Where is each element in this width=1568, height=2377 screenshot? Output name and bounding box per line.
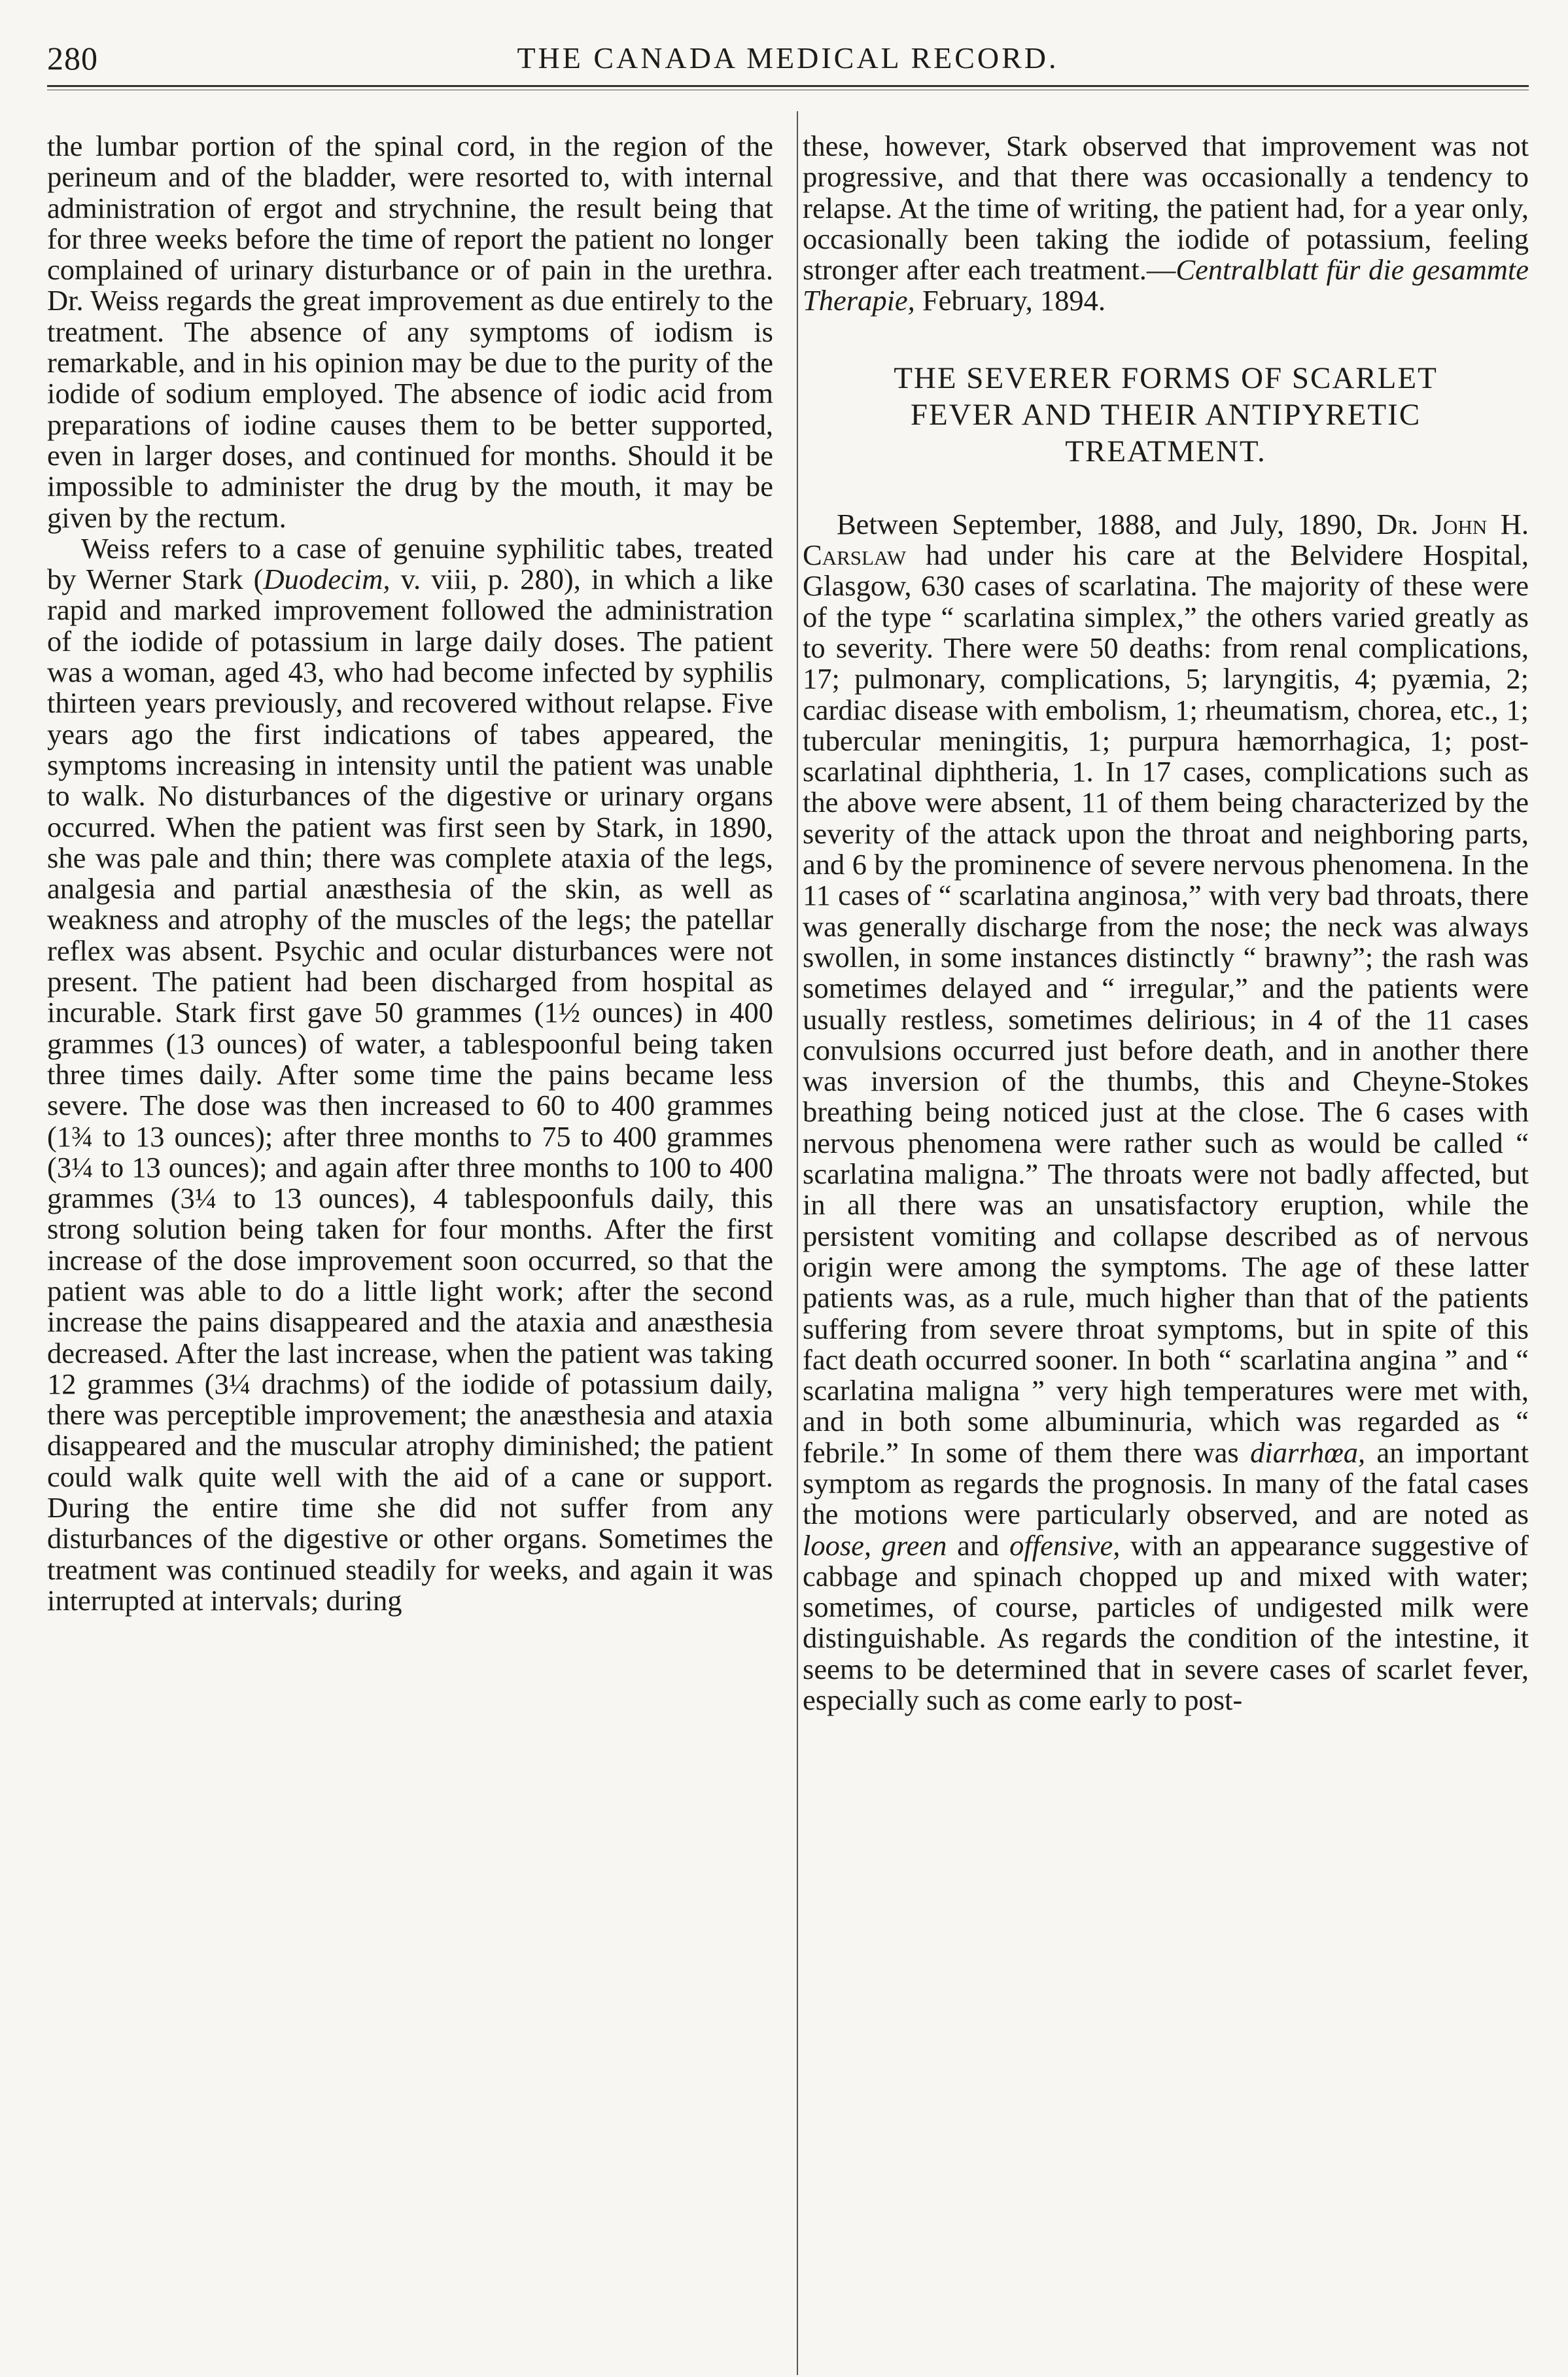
right-column [803, 131, 1529, 1716]
left-column [47, 131, 773, 1716]
right-p2-text-c: an important symptom as regards the prognosis. In many of the fatal cases the motions were particularly observed, and are noted as [803, 1435, 1529, 1531]
journal-title: THE CANADA MEDICAL RECORD. [517, 41, 1059, 75]
italic-offensive: offensive, [1009, 1528, 1121, 1562]
right-paragraph-2 [803, 509, 1529, 1716]
right-p1-text-a: these, however, Stark observed that improvement was not progressive, and that there was occasionally a tendency to relapse. At the time of writing, the patient had, for a year only, occasionally been taking the iodide of potassium, feeling stronger after each treatment.— [803, 130, 1529, 287]
italic-diarrhoea: diarrhœa, [1250, 1435, 1366, 1469]
left-paragraph-2 [47, 533, 773, 1616]
left-paragraph-1: the lumbar portion of the spinal cord, in the region of the perineum and of the bladder, were resorted to, with internal administration of ergot and strychnine, the result being that for three weeks before the time of report the patient no longer complained of urinary disturbance or of pain in the urethra. Dr. Weiss regards the great improvement as due entirely to the treatment. The absence of any symptoms of iodism is remarkable, and in his opinion may be due to the purity of the iodide of sodium employed. The absence of iodic acid from preparations of iodine causes them to be better supported, even in larger doses, and continued for months. Should it be impossible to administer the drug by the mouth, it may be given by the rectum. [47, 130, 773, 534]
right-p2-text-e: and [947, 1528, 1010, 1562]
author-name: Dr. John H. Carslaw [803, 507, 1529, 572]
article-title-line-2: FEVER AND THEIR ANTIPYRETIC [910, 397, 1421, 432]
column-divider [797, 111, 798, 2375]
page-number: 280 [47, 40, 98, 77]
right-p2-text-f: with an appearance suggestive of cabbage and spinach chopped up and mixed with water; sometimes, of course, particles of undigested milk were distinguishable. As regards the condition of the intestine, it seems to be determined that in severe cases of scarlet fever, especially such as come early to post- [803, 1528, 1529, 1717]
article-title [803, 360, 1529, 470]
two-column-body [47, 131, 1529, 1716]
right-p1-citation: Centralblatt für die gesammte Therapie, [803, 253, 1529, 317]
article-title-line-3: TREATMENT. [1065, 434, 1266, 468]
header-rule [47, 85, 1529, 87]
right-paragraph-1 [803, 131, 1529, 317]
right-p2-text-b: had under his care at the Belvidere Hospital, Glasgow, 630 cases of scarlatina. The majority of these were of the type “ scarlatina simplex,” the others varied greatly as to severity. There were 50 deaths: from renal complications, 17; pulmonary, complications, 5; laryngitis, 4; pyæmia, 2; cardiac disease with embolism, 1; rheumatism, chorea, etc., 1; tubercular meningitis, 1; purpura hæmorrhagica, 1; post-scarlatinal diphtheria, 1. In 17 cases, complications such as the above were absent, 11 of them being characterized by the severity of the attack upon the throat and neighboring parts, and 6 by the prominence of severe nervous phenomena. In the 11 cases of “ scarlatina anginosa,” with very bad throats, there was generally discharge from the nose; the neck was always swollen, in some instances distinctly “ brawny”; the rash was sometimes delayed and “ irregular,” and the patients were usually restless, sometimes delirious; in 4 of the 11 cases convulsions occurred just before death, and in another there was inversion of the thumbs, this and Cheyne-Stokes breathing being noticed just at the close. The 6 cases with nervous phenomena were rather such as would be called “ scarlatina maligna.” The throats were not badly affected, but in all there was an unsatisfactory eruption, while the persistent vomiting and collapse described as of nervous origin were among the symptoms. The age of these latter patients was, as a rule, much higher than that of the patients suffering from severe throat symptoms, but in spite of this fact death occurred sooner. In both “ scarlatina angina ” and “ scarlatina maligna ” very high temperatures were met with, and in both some albuminuria, which was regarded as “ febrile.” In some of them there was [803, 538, 1529, 1469]
running-head [47, 34, 1529, 85]
italic-loose: loose, [803, 1528, 872, 1562]
right-p2-text-a: Between September, 1888, and July, 1890, [837, 507, 1377, 540]
left-p2-citation: Duodecim, [263, 563, 391, 596]
left-p2-text-b: v. viii, p. 280), in which a like rapid and marked improvement followed the administration of the iodide of potassium in large daily doses. The patient was a woman, aged 43, who had become infected by syphilis thirteen years previously, and recovered without relapse. Five years ago the first indications of tabes appeared, the symptoms increasing in intensity until the patient was unable to walk. No disturbances of the digestive or urinary organs occurred. When the patient was first seen by Stark, in 1890, she was pale and thin; there was complete ataxia of the legs, analgesia and partial anæsthesia of the skin, as well as weakness and atrophy of the muscles of the legs; the patellar reflex was absent. Psychic and ocular disturbances were not present. The patient had been discharged from hospital as incurable. Stark first gave 50 grammes (1½ ounces) in 400 grammes (13 ounces) of water, a tablespoonful being taken three times daily. After some time the pains became less severe. The dose was then increased to 60 to 400 grammes (1¾ to 13 ounces); after three months to 75 to 400 grammes (3¼ to 13 ounces); and again after three months to 100 to 400 grammes (3¼ to 13 ounces), 4 tablespoonfuls daily, this strong solution being taken for four months. After the first increase of the dose improvement soon occurred, so that the patient was able to do a little light work; after the second increase the pains disappeared and the ataxia and anæsthesia decreased. After the last increase, when the patient was taking 12 grammes (3¼ drachms) of the iodide of potassium daily, there was perceptible improvement; the anæsthesia and ataxia disappeared and the muscular atrophy diminished; the patient could walk quite well with the aid of a cane or support. During the entire time she did not suffer from any disturbances of the digestive or other organs. Sometimes the treatment was continued steadily for weeks, and again it was interrupted at intervals; during [47, 563, 773, 1617]
article-title-line-1: THE SEVERER FORMS OF SCARLET [894, 361, 1438, 395]
right-p1-text-b: February, 1894. [915, 284, 1106, 317]
italic-green: green [881, 1528, 947, 1562]
left-p2-text-a: Weiss refers to a case of genuine syphilitic tabes, treated by Werner Stark ( [47, 531, 773, 596]
right-p2-text-d [871, 1529, 882, 1562]
